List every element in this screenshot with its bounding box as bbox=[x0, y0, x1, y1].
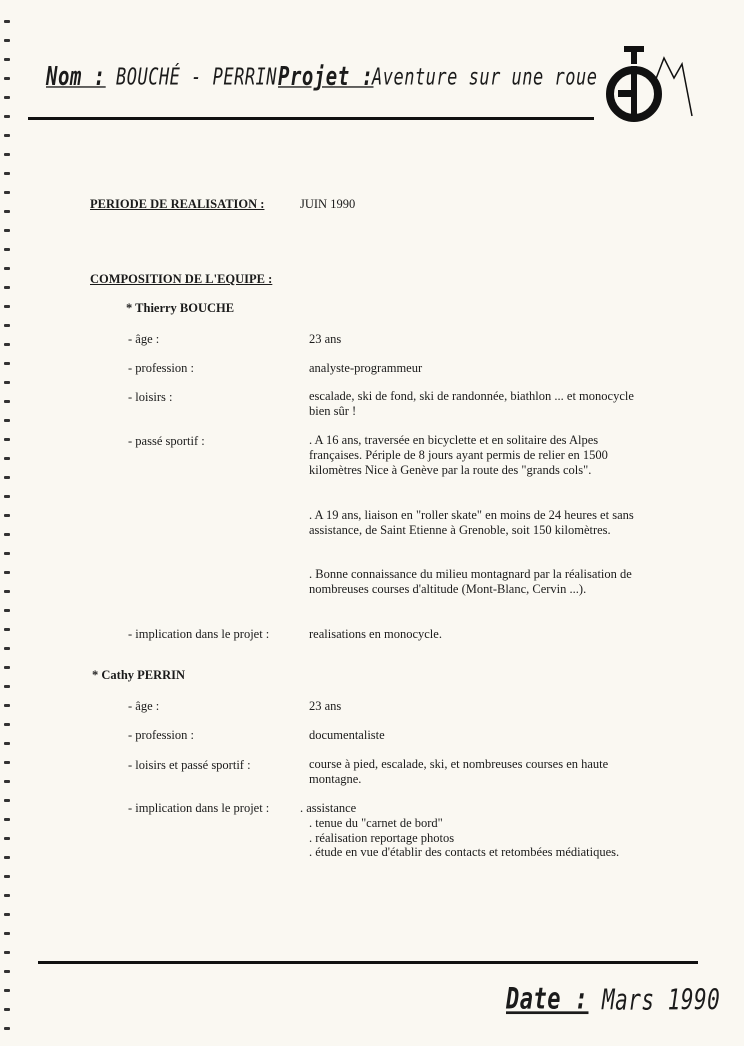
binding-hole bbox=[4, 989, 10, 992]
member2-name: * Cathy PERRIN bbox=[92, 668, 186, 682]
binding-hole bbox=[4, 799, 10, 802]
spiral-binding bbox=[0, 0, 14, 1046]
date-label: Date : bbox=[506, 983, 589, 1017]
binding-hole bbox=[4, 514, 10, 517]
binding-hole bbox=[4, 248, 10, 251]
member2-implication-4: . étude en vue d'établir des contacts et retombées médiatiques. bbox=[309, 845, 620, 859]
member2-loisirs-label: - loisirs et passé sportif : bbox=[128, 758, 251, 772]
binding-hole bbox=[4, 723, 10, 726]
member2-age: 23 ans bbox=[309, 699, 342, 713]
footer-rule bbox=[38, 961, 698, 964]
binding-hole bbox=[4, 647, 10, 650]
member2-implication-1: . assistance bbox=[300, 801, 357, 815]
unicycle-mountain-icon bbox=[604, 44, 694, 128]
binding-hole bbox=[4, 1027, 10, 1030]
binding-hole bbox=[4, 1008, 10, 1011]
binding-hole bbox=[4, 571, 10, 574]
binding-hole bbox=[4, 609, 10, 612]
binding-hole bbox=[4, 419, 10, 422]
member2-implication-2: . tenue du "carnet de bord" bbox=[309, 816, 443, 830]
binding-hole bbox=[4, 533, 10, 536]
binding-hole bbox=[4, 286, 10, 289]
binding-hole bbox=[4, 818, 10, 821]
binding-hole bbox=[4, 951, 10, 954]
member1-profession-label: - profession : bbox=[128, 361, 194, 375]
binding-hole bbox=[4, 913, 10, 916]
member2-profession: documentaliste bbox=[309, 728, 385, 742]
binding-hole bbox=[4, 115, 10, 118]
binding-hole bbox=[4, 381, 10, 384]
date-value: Mars 1990 bbox=[602, 984, 721, 1017]
binding-hole bbox=[4, 495, 10, 498]
binding-hole bbox=[4, 210, 10, 213]
periode-label: PERIODE DE REALISATION : bbox=[90, 197, 265, 211]
member2-implication-3: . réalisation reportage photos bbox=[309, 831, 455, 845]
binding-hole bbox=[4, 704, 10, 707]
projet-label: Projet : bbox=[278, 62, 374, 92]
binding-hole bbox=[4, 476, 10, 479]
member2-profession-label: - profession : bbox=[128, 728, 194, 742]
member1-age-label: - âge : bbox=[128, 332, 160, 346]
header-rule bbox=[28, 117, 594, 120]
nom-value: BOUCHÉ - PERRIN bbox=[116, 64, 278, 91]
binding-hole bbox=[4, 666, 10, 669]
member1-age: 23 ans bbox=[309, 332, 342, 346]
binding-hole bbox=[4, 39, 10, 42]
binding-hole bbox=[4, 761, 10, 764]
binding-hole bbox=[4, 77, 10, 80]
member2-implication-label: - implication dans le projet : bbox=[128, 801, 270, 815]
binding-hole bbox=[4, 324, 10, 327]
binding-hole bbox=[4, 552, 10, 555]
member1-passe-1: . A 16 ans, traversée en bicyclette et en solitaire des Alpes françaises. Périple de 8 jours ayant permis de relier en 1500 kilomètres Nice à Genève par la route des "grands cols". bbox=[309, 433, 608, 477]
member2-loisirs: course à pied, escalade, ski, et nombreuses courses en haute montagne. bbox=[309, 757, 609, 786]
member1-passe-2: . A 19 ans, liaison en "roller skate" en moins de 24 heures et sans assistance, de Saint Etienne à Grenoble, soit 150 kilomètres. bbox=[309, 508, 634, 537]
binding-hole bbox=[4, 438, 10, 441]
binding-hole bbox=[4, 20, 10, 23]
member1-name: * Thierry BOUCHE bbox=[126, 301, 235, 315]
binding-hole bbox=[4, 134, 10, 137]
projet-value: Aventure sur une roue bbox=[372, 64, 598, 91]
composition-heading: COMPOSITION DE L'EQUIPE : bbox=[90, 272, 273, 286]
nom-label: Nom : bbox=[46, 62, 106, 92]
binding-hole bbox=[4, 628, 10, 631]
member1-implication: realisations en monocycle. bbox=[309, 627, 442, 641]
binding-hole bbox=[4, 343, 10, 346]
member1-passe-label: - passé sportif : bbox=[128, 434, 205, 448]
binding-hole bbox=[4, 875, 10, 878]
binding-hole bbox=[4, 229, 10, 232]
binding-hole bbox=[4, 305, 10, 308]
binding-hole bbox=[4, 400, 10, 403]
binding-hole bbox=[4, 96, 10, 99]
member1-implication-label: - implication dans le projet : bbox=[128, 627, 270, 641]
member2-age-label: - âge : bbox=[128, 699, 160, 713]
binding-hole bbox=[4, 191, 10, 194]
binding-hole bbox=[4, 837, 10, 840]
binding-hole bbox=[4, 894, 10, 897]
periode-value: JUIN 1990 bbox=[300, 197, 356, 211]
member1-loisirs-label: - loisirs : bbox=[128, 390, 173, 404]
binding-hole bbox=[4, 780, 10, 783]
member1-loisirs: escalade, ski de fond, ski de randonnée, biathlon ... et monocycle bien sûr ! bbox=[309, 389, 634, 418]
binding-hole bbox=[4, 970, 10, 973]
member1-profession: analyste-programmeur bbox=[309, 361, 423, 375]
binding-hole bbox=[4, 267, 10, 270]
binding-hole bbox=[4, 742, 10, 745]
binding-hole bbox=[4, 58, 10, 61]
binding-hole bbox=[4, 685, 10, 688]
binding-hole bbox=[4, 153, 10, 156]
binding-hole bbox=[4, 172, 10, 175]
binding-hole bbox=[4, 856, 10, 859]
binding-hole bbox=[4, 932, 10, 935]
member1-passe-3: . Bonne connaissance du milieu montagnard par la réalisation de nombreuses courses d'altitude (Mont-Blanc, Cervin ...). bbox=[309, 567, 632, 596]
binding-hole bbox=[4, 457, 10, 460]
binding-hole bbox=[4, 590, 10, 593]
binding-hole bbox=[4, 362, 10, 365]
